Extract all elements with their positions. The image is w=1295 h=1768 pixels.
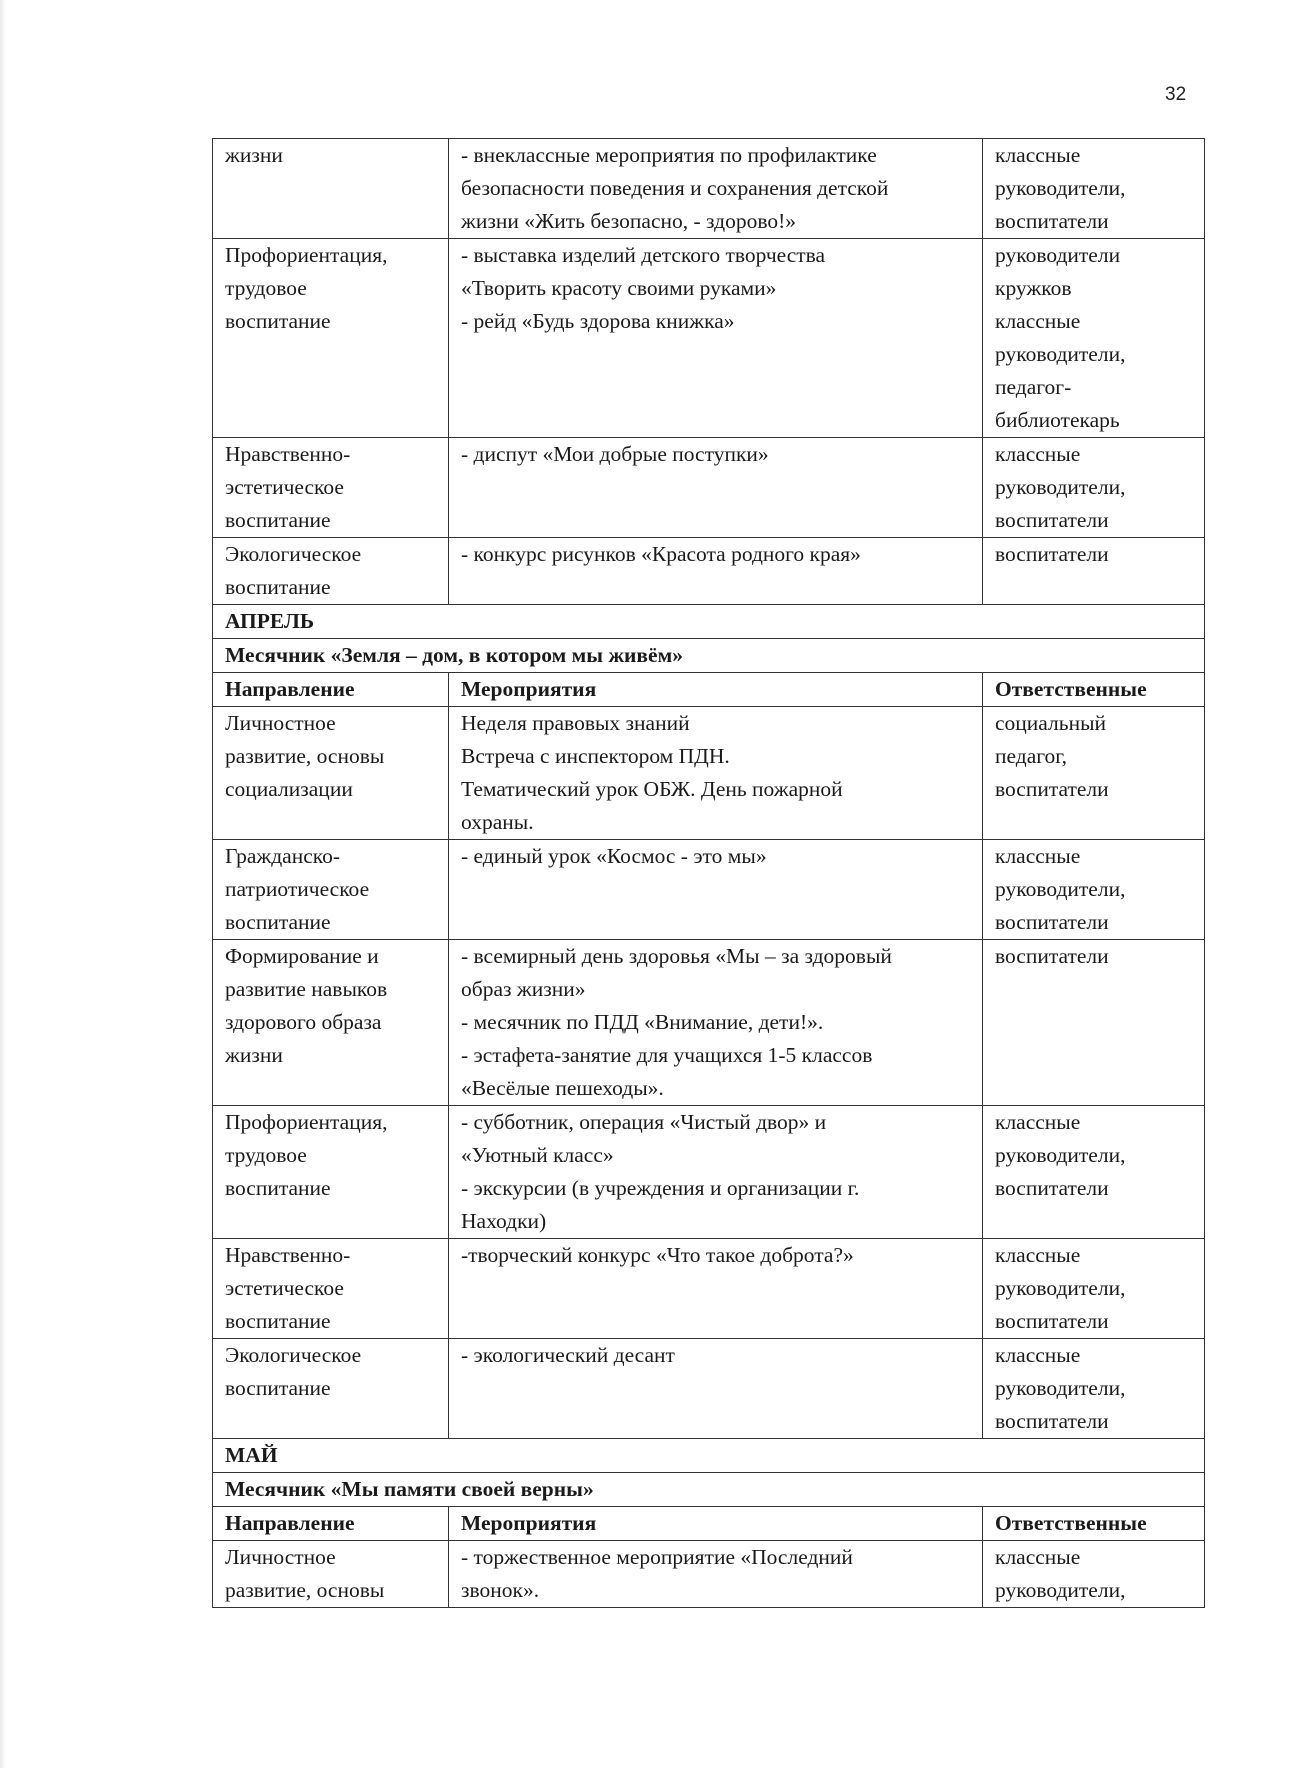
responsible-cell [983, 707, 1205, 840]
responsible-cell-line: руководители, [995, 475, 1126, 499]
responsible-cell [983, 840, 1205, 940]
activities-cell-line: охраны. [461, 810, 534, 834]
activities-cell-line: «Весёлые пешеходы». [461, 1076, 664, 1100]
responsible-cell [983, 1507, 1205, 1541]
direction-cell [213, 1339, 449, 1439]
direction-cell-line: социализации [225, 777, 353, 801]
activities-cell [449, 1106, 983, 1239]
responsible-cell [983, 1339, 1205, 1439]
responsible-cell-line: классные [995, 1243, 1081, 1267]
table-row [213, 1106, 1205, 1239]
section-row [213, 1439, 1205, 1473]
activities-cell-line: - субботник, операция «Чистый двор» и [461, 1110, 827, 1134]
direction-cell-line: Направление [225, 1511, 355, 1535]
responsible-cell-line: руководители [995, 243, 1121, 267]
responsible-cell-line: воспитатели [995, 1176, 1109, 1200]
activities-cell-line: звонок». [461, 1578, 540, 1602]
activity-plan-table [212, 138, 1205, 1608]
responsible-cell [983, 538, 1205, 605]
activities-cell [449, 1507, 983, 1541]
direction-cell-line: Гражданско- [225, 844, 341, 868]
activities-cell-line: - экскурсии (в учреждения и организации г. [461, 1176, 860, 1200]
activities-cell [449, 840, 983, 940]
responsible-cell [983, 673, 1205, 707]
direction-cell [213, 673, 449, 707]
table-row [213, 1239, 1205, 1339]
direction-cell-line: патриотическое [225, 877, 370, 901]
section-row [213, 605, 1205, 639]
activities-cell [449, 1239, 983, 1339]
direction-cell-line: Личностное [225, 711, 336, 735]
activities-cell-line: жизни «Жить безопасно, - здорово!» [461, 209, 797, 233]
direction-cell [213, 139, 449, 239]
activities-cell [449, 538, 983, 605]
direction-cell-line: развитие, основы [225, 1578, 385, 1602]
responsible-cell [983, 139, 1205, 239]
responsible-cell-line: Ответственные [995, 1511, 1147, 1535]
responsible-cell-line: классные [995, 844, 1081, 868]
responsible-cell-line: кружков [995, 276, 1072, 300]
activities-cell-line: «Творить красоту своими руками» [461, 276, 777, 300]
responsible-cell-line: классные [995, 143, 1081, 167]
direction-cell-line: воспитание [225, 309, 331, 333]
responsible-cell [983, 239, 1205, 438]
responsible-cell-line: руководители, [995, 176, 1126, 200]
responsible-cell-line: воспитатели [995, 1409, 1109, 1433]
column-header-row [213, 673, 1205, 707]
table-row [213, 1339, 1205, 1439]
activities-cell-line: - месячник по ПДД «Внимание, дети!». [461, 1010, 824, 1034]
activities-cell-line: - всемирный день здоровья «Мы – за здоровый [461, 944, 892, 968]
section-row [213, 1473, 1205, 1507]
direction-cell-line: воспитание [225, 575, 331, 599]
page-number: 32 [1165, 84, 1187, 105]
activities-cell [449, 139, 983, 239]
table-row [213, 707, 1205, 840]
responsible-cell [983, 1239, 1205, 1339]
direction-cell-line: развитие, основы [225, 744, 385, 768]
activities-cell-line: безопасности поведения и сохранения детской [461, 176, 889, 200]
direction-cell-line: здорового образа [225, 1010, 382, 1034]
direction-cell-line: жизни [225, 143, 283, 167]
responsible-cell-line: воспитатели [995, 777, 1109, 801]
responsible-cell-line: воспитатели [995, 1309, 1109, 1333]
direction-cell [213, 1507, 449, 1541]
column-header-row [213, 1507, 1205, 1541]
activities-cell [449, 940, 983, 1106]
direction-cell-line: жизни [225, 1043, 283, 1067]
activities-cell [449, 673, 983, 707]
activities-cell-line: - торжественное мероприятие «Последний [461, 1545, 853, 1569]
section-title: Месячник «Мы памяти своей верны» [213, 1473, 1205, 1507]
table-row [213, 1541, 1205, 1608]
direction-cell-line: Экологическое [225, 1343, 362, 1367]
responsible-cell [983, 1541, 1205, 1608]
activities-cell-line: - эстафета-занятие для учащихся 1-5 классов [461, 1043, 873, 1067]
direction-cell-line: воспитание [225, 1309, 331, 1333]
responsible-cell [983, 1106, 1205, 1239]
activities-cell [449, 239, 983, 438]
activities-cell-line: Мероприятия [461, 1511, 597, 1535]
section-title: Месячник «Земля – дом, в котором мы живём» [213, 639, 1205, 673]
direction-cell-line: воспитание [225, 1176, 331, 1200]
direction-cell-line: развитие навыков [225, 977, 388, 1001]
activities-cell-line: -творческий конкурс «Что такое доброта?» [461, 1243, 854, 1267]
direction-cell [213, 538, 449, 605]
direction-cell [213, 940, 449, 1106]
responsible-cell [983, 438, 1205, 538]
responsible-cell-line: классные [995, 1343, 1081, 1367]
responsible-cell-line: воспитатели [995, 542, 1109, 566]
responsible-cell-line: руководители, [995, 877, 1126, 901]
direction-cell-line: Экологическое [225, 542, 362, 566]
activities-cell-line: - конкурс рисунков «Красота родного края» [461, 542, 861, 566]
direction-cell-line: Личностное [225, 1545, 336, 1569]
activities-cell-line: - диспут «Мои добрые поступки» [461, 442, 769, 466]
direction-cell-line: Профориентация, [225, 1110, 388, 1134]
activities-cell-line: образ жизни» [461, 977, 586, 1001]
table-row [213, 438, 1205, 538]
activities-cell-line: - выставка изделий детского творчества [461, 243, 826, 267]
direction-cell-line: Нравственно- [225, 442, 351, 466]
responsible-cell-line: руководители, [995, 342, 1126, 366]
activities-cell-line: Тематический урок ОБЖ. День пожарной [461, 777, 843, 801]
activities-cell [449, 1541, 983, 1608]
activities-cell [449, 707, 983, 840]
activities-cell-line: - единый урок «Космос - это мы» [461, 844, 767, 868]
table-row [213, 139, 1205, 239]
scan-edge-shadow [0, 0, 6, 1768]
responsible-cell-line: социальный [995, 711, 1107, 735]
direction-cell [213, 1239, 449, 1339]
activities-cell-line: Находки) [461, 1209, 547, 1233]
responsible-cell-line: педагог- [995, 375, 1072, 399]
responsible-cell-line: воспитатели [995, 508, 1109, 532]
responsible-cell-line: классные [995, 1545, 1081, 1569]
direction-cell-line: Направление [225, 677, 355, 701]
section-title: АПРЕЛЬ [213, 605, 1205, 639]
activities-cell-line: «Уютный класс» [461, 1143, 614, 1167]
responsible-cell-line: классные [995, 309, 1081, 333]
table-row [213, 538, 1205, 605]
responsible-cell-line: Ответственные [995, 677, 1147, 701]
direction-cell [213, 1541, 449, 1608]
table-row [213, 840, 1205, 940]
direction-cell-line: воспитание [225, 910, 331, 934]
responsible-cell-line: классные [995, 1110, 1081, 1134]
direction-cell [213, 707, 449, 840]
table-row [213, 940, 1205, 1106]
activities-cell-line: Неделя правовых знаний [461, 711, 690, 735]
direction-cell [213, 840, 449, 940]
section-row [213, 639, 1205, 673]
responsible-cell-line: библиотекарь [995, 408, 1120, 432]
direction-cell-line: Нравственно- [225, 1243, 351, 1267]
responsible-cell-line: воспитатели [995, 944, 1109, 968]
activities-cell-line: - внеклассные мероприятия по профилактике [461, 143, 877, 167]
activities-cell-line: - рейд «Будь здорова книжка» [461, 309, 735, 333]
direction-cell-line: трудовое [225, 276, 307, 300]
activities-cell-line: Встреча с инспектором ПДН. [461, 744, 730, 768]
section-title: МАЙ [213, 1439, 1205, 1473]
responsible-cell-line: руководители, [995, 1578, 1126, 1602]
responsible-cell [983, 940, 1205, 1106]
responsible-cell-line: руководители, [995, 1376, 1126, 1400]
direction-cell-line: эстетическое [225, 1276, 344, 1300]
table-row [213, 239, 1205, 438]
activities-cell-line: Мероприятия [461, 677, 597, 701]
direction-cell [213, 239, 449, 438]
direction-cell-line: трудовое [225, 1143, 307, 1167]
responsible-cell-line: руководители, [995, 1143, 1126, 1167]
direction-cell-line: воспитание [225, 1376, 331, 1400]
responsible-cell-line: педагог, [995, 744, 1068, 768]
direction-cell-line: эстетическое [225, 475, 344, 499]
direction-cell [213, 1106, 449, 1239]
direction-cell-line: воспитание [225, 508, 331, 532]
activities-cell [449, 1339, 983, 1439]
activity-plan-body [213, 139, 1205, 1608]
responsible-cell-line: классные [995, 442, 1081, 466]
responsible-cell-line: руководители, [995, 1276, 1126, 1300]
responsible-cell-line: воспитатели [995, 209, 1109, 233]
direction-cell-line: Профориентация, [225, 243, 388, 267]
activities-cell-line: - экологический десант [461, 1343, 675, 1367]
direction-cell-line: Формирование и [225, 944, 379, 968]
activities-cell [449, 438, 983, 538]
responsible-cell-line: воспитатели [995, 910, 1109, 934]
direction-cell [213, 438, 449, 538]
